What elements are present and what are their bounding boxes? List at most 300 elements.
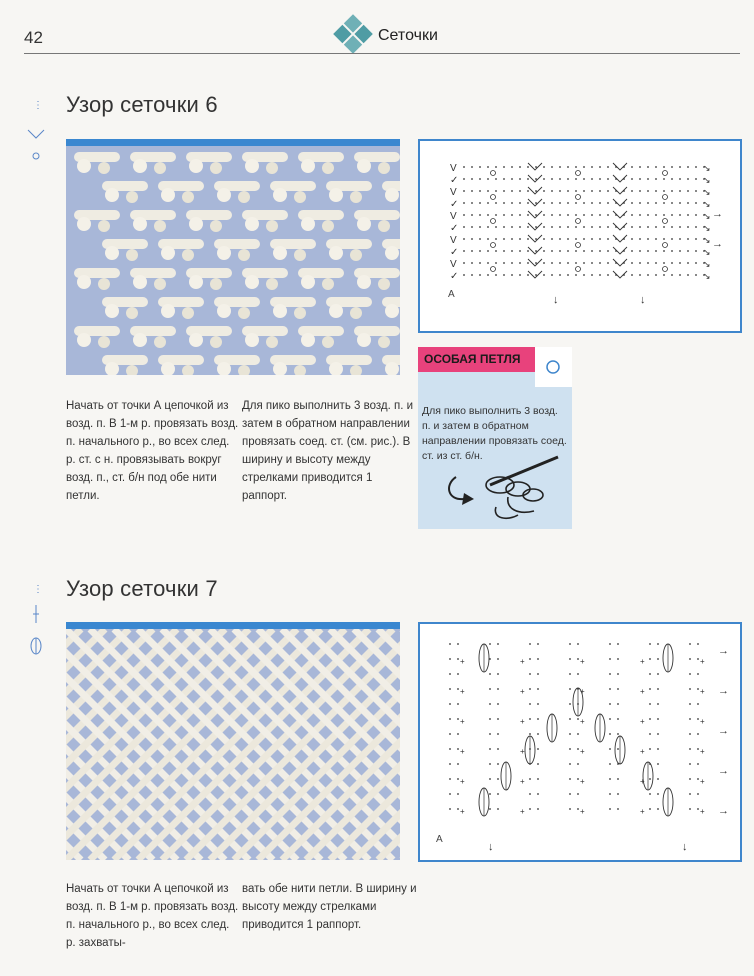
chain-dot [527,238,529,240]
chain-symbol-icon: ⋮ [33,584,43,595]
chain-dot [559,274,561,276]
chain-dot [657,748,659,750]
chain-dot [503,238,505,240]
special-stitch-symbol-box [535,347,572,387]
chain-dot [543,190,545,192]
chain-dot [679,166,681,168]
chain-dot [647,190,649,192]
chain-dot [463,226,465,228]
chain-dot [559,226,561,228]
chain-dot [497,808,499,810]
yarn-loop [322,336,334,348]
chain-dot [649,718,651,720]
repeat-arrow: ↓ [488,841,494,853]
chain-dot [537,718,539,720]
v-stitch-symbol [528,175,542,182]
chain-dot [569,658,571,660]
stitch-symbol: ↘ [703,163,711,173]
chain-dot [487,166,489,168]
single-crochet-symbol: + [460,747,465,756]
chain-dot [489,688,491,690]
chain-dot [671,250,673,252]
chain-dot [487,214,489,216]
chain-dot [697,733,699,735]
chain-dot [569,718,571,720]
chain-dot [609,793,611,795]
chain-dot [527,178,529,180]
chain-dot [663,178,665,180]
chain-dot [609,733,611,735]
picot-symbol [663,267,668,272]
chain-dot [551,214,553,216]
chain-dot [657,778,659,780]
chain-dot [687,274,689,276]
chain-dot [535,214,537,216]
chain-dot [617,793,619,795]
chain-dot [537,793,539,795]
chain-dot [695,190,697,192]
chain-dot [497,688,499,690]
pattern6-title: Узор сеточки 6 [66,92,218,117]
chain-dot [657,658,659,660]
chain-dot [479,202,481,204]
chain-dot [487,202,489,204]
yarn-loop [161,188,175,202]
chain-dot [657,703,659,705]
special-stitch-panel [418,347,572,529]
yarn-loop [77,159,91,173]
chain-dot [671,214,673,216]
yarn-loop [322,162,334,174]
single-crochet-symbol: + [640,777,645,786]
yarn-loop [378,278,390,290]
chain-dot [527,262,529,264]
stitch-symbol: ↘ [703,271,711,281]
chain-dot [567,166,569,168]
yarn-loop [357,333,371,347]
stitch-symbol: V [450,187,457,198]
chain-dot [543,262,545,264]
section-title: Сеточки [378,27,438,44]
chain-dot [575,250,577,252]
chain-dot [471,202,473,204]
chain-dot [489,718,491,720]
picot-symbol [663,243,668,248]
chain-dot [647,262,649,264]
chain-dot [511,190,513,192]
yarn-loop [126,191,138,203]
chain-dot [689,748,691,750]
chain-dot [449,688,451,690]
chain-dot [575,214,577,216]
bobble-symbol-icon [28,636,44,656]
chain-dot [575,274,577,276]
stitch-symbol: ↘ [703,223,711,233]
chain-dot [577,793,579,795]
chain-dot [617,733,619,735]
chain-dot [689,643,691,645]
yarn-loop [217,188,231,202]
yarn-loop [77,275,91,289]
yarn-loop [182,365,194,375]
chain-dot [639,214,641,216]
chain-dot [657,643,659,645]
repeat-arrow: → [718,765,729,777]
chain-dot [631,250,633,252]
chain-dot [569,808,571,810]
chain-dot [671,226,673,228]
chain-dot [657,733,659,735]
chain-dot [495,226,497,228]
chain-dot [679,262,681,264]
chain-dot [631,166,633,168]
v-stitch-symbol [613,247,627,254]
chain-dot [457,673,459,675]
single-crochet-symbol: + [700,807,705,816]
chain-dot [639,250,641,252]
chain-dot [663,166,665,168]
yarn-loop [301,275,315,289]
chain-dot [591,262,593,264]
chain-dot [495,202,497,204]
chain-dot [679,202,681,204]
chain-dot [663,214,665,216]
chain-dot [657,793,659,795]
chain-dot [649,643,651,645]
picot-symbol [576,267,581,272]
stitch-symbol: ↘ [703,187,711,197]
chain-dot [511,274,513,276]
chain-dot [569,703,571,705]
chain-dot [575,238,577,240]
chain-dot [639,262,641,264]
chain-dot [577,808,579,810]
chain-dot [591,166,593,168]
chain-dot [519,166,521,168]
chain-dot [471,178,473,180]
chain-dot [607,166,609,168]
chain-dot [497,763,499,765]
chain-dot [471,250,473,252]
chain-dot [649,673,651,675]
chain-dot [695,178,697,180]
chain-dot [655,274,657,276]
chain-dot [689,733,691,735]
yarn-loop [301,217,315,231]
chain-dot [497,778,499,780]
chain-dot [649,778,651,780]
yarn-loop [301,159,315,173]
single-crochet-symbol: + [580,687,585,696]
chain-dot [607,190,609,192]
chain-dot [511,214,513,216]
chain-dot [503,214,505,216]
yarn-loop [189,333,203,347]
single-crochet-symbol: + [460,687,465,696]
chain-dot [687,190,689,192]
picot-symbol [663,219,668,224]
chain-dot [663,202,665,204]
chain-dot [569,793,571,795]
double-crochet-symbol-icon [30,604,42,624]
chain-dot [503,274,505,276]
chain-dot [591,238,593,240]
chain-dot [503,190,505,192]
single-crochet-symbol: + [640,747,645,756]
chain-dot [577,748,579,750]
chain-dot [689,688,691,690]
chain-dot [537,643,539,645]
chain-dot [535,250,537,252]
chain-dot [457,763,459,765]
chain-dot [495,190,497,192]
v-stitch-symbol [528,199,542,206]
chain-dot [577,658,579,660]
yarn-loop [385,188,399,202]
chain-dot [697,748,699,750]
chain-dot [449,808,451,810]
chain-dot [639,190,641,192]
chain-dot [649,748,651,750]
chain-dot [489,778,491,780]
yarn-loop [126,249,138,261]
chain-dot [463,166,465,168]
chain-dot [695,238,697,240]
diamond-logo-icon [333,14,373,54]
chain-dot [503,166,505,168]
chain-dot [543,274,545,276]
single-crochet-symbol: + [580,777,585,786]
chain-dot [569,673,571,675]
chain-dot [655,190,657,192]
yarn-loop [357,275,371,289]
single-crochet-symbol: + [580,747,585,756]
stitch-symbol: ✓ [450,223,459,234]
chain-dot [671,274,673,276]
v-stitch-symbol [613,235,627,242]
picot-hook-illustration-icon [438,455,566,525]
chain-dot [697,808,699,810]
stitch-symbol: ✓ [450,199,459,210]
yarn-loop [98,278,110,290]
chain-dot [609,643,611,645]
chain-dot [463,250,465,252]
chain-dot [535,202,537,204]
chain-dot [697,763,699,765]
chain-dot [567,214,569,216]
chain-dot [457,778,459,780]
chain-dot [489,733,491,735]
chain-dot [639,178,641,180]
chain-dot [655,214,657,216]
chain-dot [511,166,513,168]
v-stitch-symbol [528,211,542,218]
chain-dot [487,178,489,180]
chain-dot [551,226,553,228]
chain-dot [631,262,633,264]
chain-dot [551,274,553,276]
chain-dot [487,262,489,264]
chain-dot [529,718,531,720]
chain-dot [497,703,499,705]
chain-dot [551,166,553,168]
chain-dot [689,673,691,675]
chain-dot [609,748,611,750]
chain-dot [537,763,539,765]
single-crochet-symbol: + [700,747,705,756]
v-stitch-symbol [528,259,542,266]
special-stitch-text: Для пико выполнить 3 возд. п. и затем в обратном направлении провязать соед. ст. из ст. б/н. [422,405,567,462]
chain-dot [649,808,651,810]
chain-dot [647,202,649,204]
yarn-loop [329,246,343,260]
chain-dot [471,166,473,168]
chain-dot [449,673,451,675]
chain-dot [607,274,609,276]
chain-dot [449,703,451,705]
picot-symbol [576,195,581,200]
chain-dot [609,718,611,720]
chain-dot [647,166,649,168]
picot-symbol [576,171,581,176]
chain-dot [511,250,513,252]
chain-dot [551,202,553,204]
chain-dot [639,166,641,168]
pattern7-text-left: Начать от точки А цепочкой из возд. п. В 1-м р. провязать возд. п. начального р., во всех след. р. захваты- [66,883,239,949]
chain-dot [537,658,539,660]
chain-dot [663,190,665,192]
chain-dot [567,226,569,228]
chain-dot [657,763,659,765]
picot-symbol [491,219,496,224]
chain-dot [543,226,545,228]
chain-dot [599,202,601,204]
single-crochet-symbol: + [520,717,525,726]
pattern6-photo [66,146,400,375]
chain-dot [577,718,579,720]
chain-dot [671,166,673,168]
chain-dot [631,274,633,276]
chain-dot [679,250,681,252]
chain-dot [639,274,641,276]
v-stitch-symbol [528,235,542,242]
v-stitch-symbol [613,187,627,194]
chain-dot [663,262,665,264]
chain-dot [655,250,657,252]
chain-dot [503,226,505,228]
chain-dot [647,250,649,252]
yarn-loop [378,336,390,348]
chain-dot [471,274,473,276]
repeat-arrow: → [718,725,729,737]
chain-dot [663,274,665,276]
chain-dot [535,178,537,180]
chain-dot [697,688,699,690]
chain-dot [583,238,585,240]
chain-dot [537,733,539,735]
v-stitch-symbol [613,163,627,170]
chain-dot [559,262,561,264]
chain-dot [591,250,593,252]
diagram6-start-label: А [448,289,455,300]
chain-dot [551,190,553,192]
chain-dot [479,262,481,264]
chain-dot [647,214,649,216]
yarn-loop [350,191,362,203]
chain-dot [575,178,577,180]
chain-dot [647,274,649,276]
stitch-symbol: ✓ [450,271,459,282]
yarn-loop [189,275,203,289]
chain-dot [599,274,601,276]
chain-dot [671,178,673,180]
yarn-loop [294,191,306,203]
chain-dot [529,703,531,705]
yarn-loop [273,304,287,318]
single-crochet-symbol: + [520,747,525,756]
chain-dot [497,658,499,660]
chain-dot [663,226,665,228]
chain-dot [529,808,531,810]
chain-dot [463,190,465,192]
chain-dot [609,673,611,675]
stitch-symbol: ↘ [703,247,711,257]
chain-dot [463,262,465,264]
chain-dot [497,643,499,645]
yarn-loop [294,307,306,319]
chain-dot [575,166,577,168]
chain-dot [591,274,593,276]
chain-dot [511,262,513,264]
picot-symbol-icon [26,128,46,140]
chain-dot [559,166,561,168]
chain-dot [639,202,641,204]
stitch-symbol: V [450,259,457,270]
single-crochet-symbol: + [460,807,465,816]
chain-dot [649,658,651,660]
chain-dot [495,214,497,216]
yarn-loop [105,188,119,202]
chain-dot [463,238,465,240]
chain-dot [559,202,561,204]
chain-dot [529,673,531,675]
chain-dot [671,190,673,192]
chain-dot [489,673,491,675]
repeat-arrow: → [718,805,729,817]
chain-dot [567,202,569,204]
chain-dot [577,778,579,780]
chain-dot [537,778,539,780]
chain-dot [679,238,681,240]
v-stitch-symbol [528,247,542,254]
yarn-loop [217,246,231,260]
chain-dot [527,202,529,204]
yarn-loop [161,246,175,260]
chain-dot [495,178,497,180]
chain-dot [617,673,619,675]
chain-dot [463,214,465,216]
chain-dot [697,778,699,780]
chain-dot [471,238,473,240]
repeat-arrow: ↓ [640,294,646,306]
picot-symbol [576,219,581,224]
yarn-loop [126,365,138,375]
chain-dot [607,262,609,264]
chain-dot [697,703,699,705]
pattern7-diagram [418,622,742,862]
chain-dot [609,808,611,810]
pattern6-text-right: Для пико выполнить 3 возд. п. и затем в обратном направлении провязать соед. ст. (см. рис.). В ширину и высоту между стрелками приводится 1 раппорт. [242,400,414,502]
